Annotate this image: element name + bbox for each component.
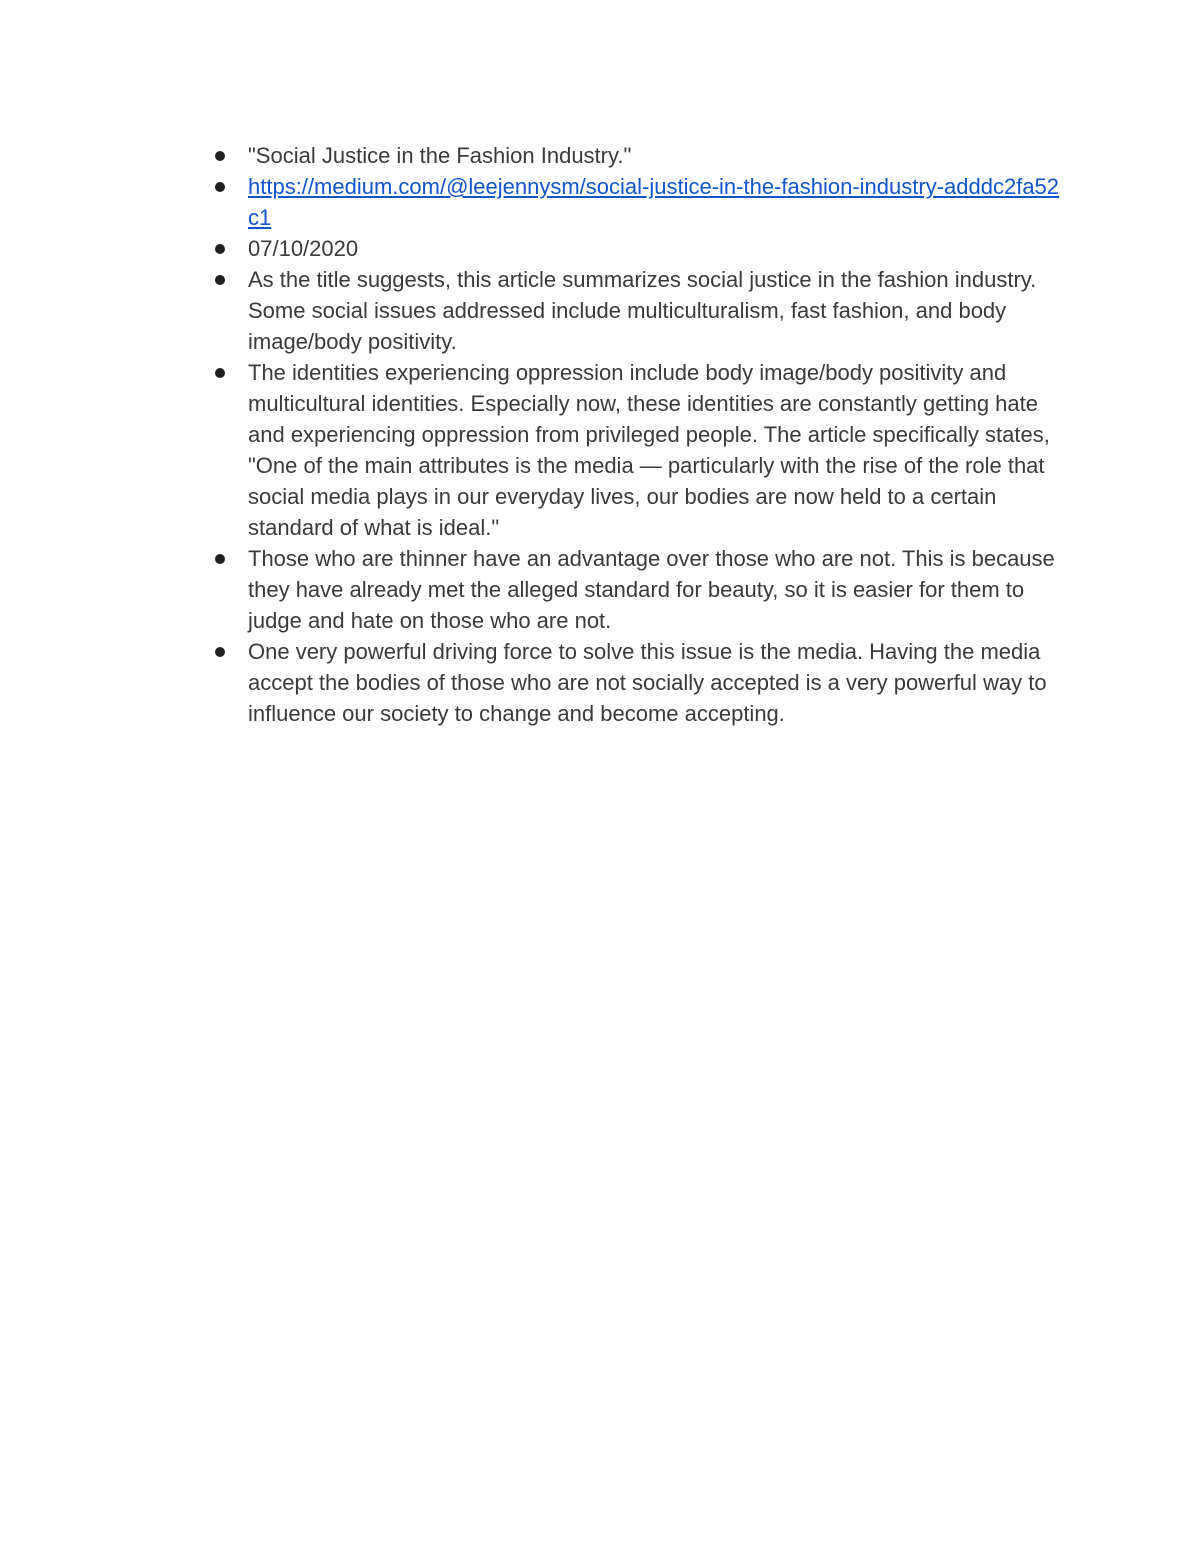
solution-text: One very powerful driving force to solve this issue is the media. Having the media accept the bodies of those who are not socially accepted is a very powerful way to influence our society to change and become accepting. [248, 639, 1047, 726]
bullet-icon [215, 275, 225, 285]
list-item-advantage [210, 543, 1070, 636]
bullet-icon [215, 368, 225, 378]
bullet-icon [215, 244, 225, 254]
bullet-icon [215, 182, 225, 192]
list-item-url [210, 171, 1070, 233]
bullet-list [210, 140, 1070, 729]
summary-text: As the title suggests, this article summarizes social justice in the fashion industry. Some social issues addressed include multiculturalism, fast fashion, and body image/body positivity. [248, 267, 1037, 354]
bullet-icon [215, 647, 225, 657]
article-url-link[interactable]: https://medium.com/@leejennysm/social-justice-in-the-fashion-industry-adddc2fa52c1 [248, 174, 1060, 230]
article-date: 07/10/2020 [248, 236, 359, 261]
advantage-text: Those who are thinner have an advantage over those who are not. This is because they have already met the alleged standard for beauty, so it is easier for them to judge and hate on those who are not. [248, 546, 1055, 633]
list-item-date [210, 233, 1070, 264]
list-item-summary [210, 264, 1070, 357]
list-item-identities [210, 357, 1070, 543]
list-item-title [210, 140, 1070, 171]
article-title: "Social Justice in the Fashion Industry." [248, 143, 632, 168]
bullet-icon [215, 151, 225, 161]
bullet-icon [215, 554, 225, 564]
identities-text: The identities experiencing oppression include body image/body positivity and multicultural identities. Especially now, these identities are constantly getting hate and experiencing oppression from privileged people. The article specifically states, "One of the main attributes is the media — particularly with the rise of the role that social media plays in our everyday lives, our bodies are now held to a certain standard of what is ideal." [248, 360, 1050, 540]
list-item-solution [210, 636, 1070, 729]
